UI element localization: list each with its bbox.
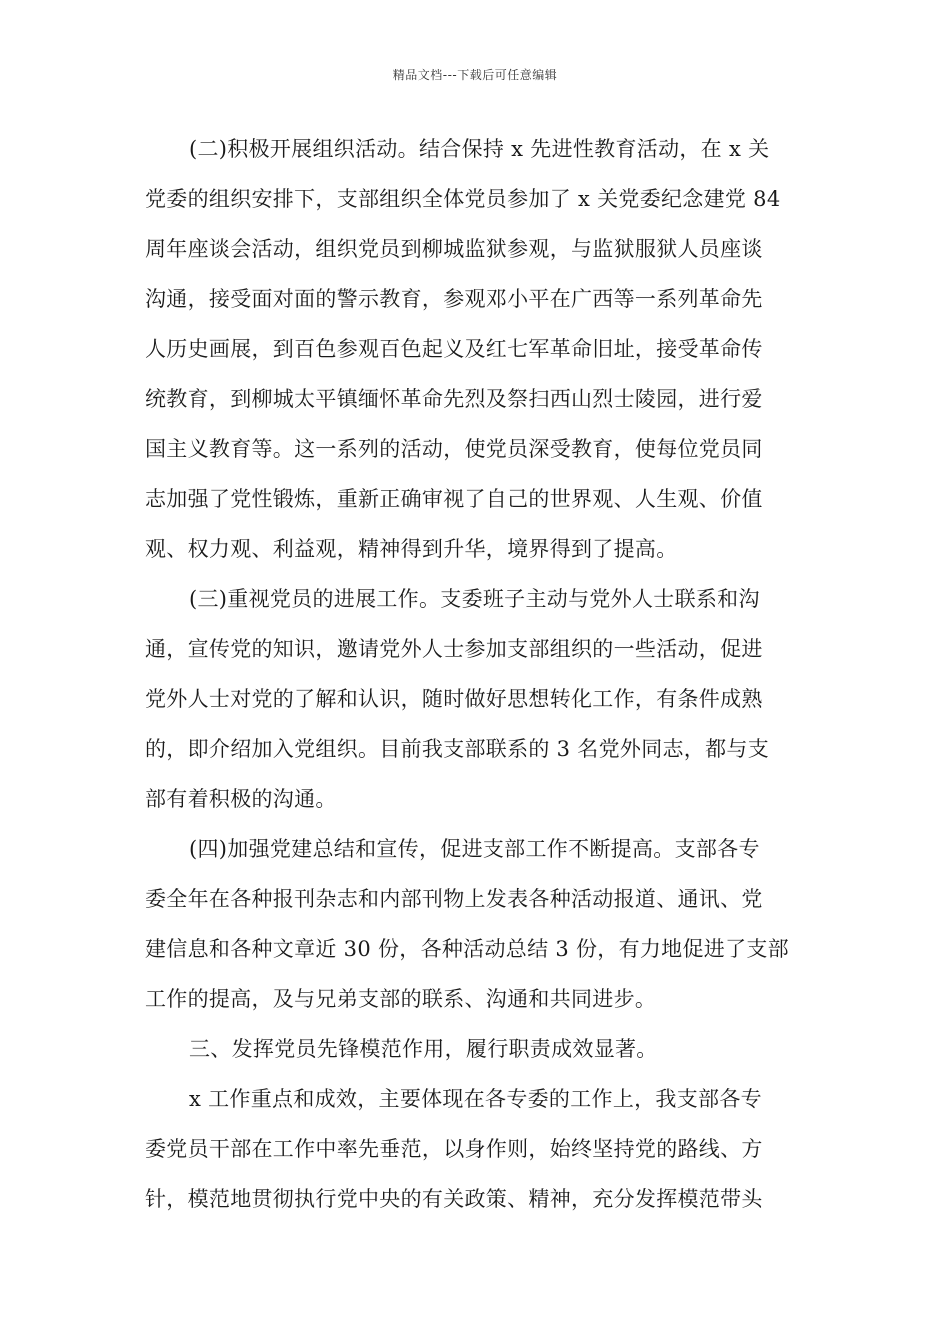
paragraph-line: 统教育，到柳城太平镇缅怀革命先烈及祭扫西山烈士陵园，进行爱	[145, 387, 763, 411]
paragraph-line: 针，模范地贯彻执行党中央的有关政策、精神，充分发挥模范带头	[145, 1187, 763, 1211]
paragraph-line: 建信息和各种文章近 30 份，各种活动总结 3 份，有力地促进了支部	[145, 937, 789, 961]
paragraph-line: 委全年在各种报刊杂志和内部刊物上发表各种活动报道、通讯、党	[145, 887, 763, 911]
paragraph-line: 委党员干部在工作中率先垂范，以身作则，始终坚持党的路线、方	[145, 1137, 763, 1161]
paragraph-line: 周年座谈会活动，组织党员到柳城监狱参观，与监狱服狱人员座谈	[145, 237, 763, 261]
paragraph-line: 观、权力观、利益观，精神得到升华，境界得到了提高。	[145, 537, 678, 561]
paragraph-line: 国主义教育等。这一系列的活动，使党员深受教育，使每位党员同	[145, 437, 763, 461]
paragraph-line: x 工作重点和成效，主要体现在各专委的工作上，我支部各专	[189, 1087, 762, 1111]
paragraph-line: 工作的提高，及与兄弟支部的联系、沟通和共同进步。	[145, 987, 657, 1011]
section-heading: 三、发挥党员先锋模范作用，履行职责成效显著。	[189, 1037, 658, 1061]
paragraph-line: 沟通，接受面对面的警示教育，参观邓小平在广西等一系列革命先	[145, 287, 763, 311]
paragraph-line: 部有着积极的沟通。	[145, 787, 337, 811]
paragraph-line: 党委的组织安排下，支部组织全体党员参加了 x 关党委纪念建党 84	[145, 187, 781, 211]
paragraph-line: 人历史画展，到百色参观百色起义及红七军革命旧址，接受革命传	[145, 337, 763, 361]
document-body	[145, 124, 810, 1224]
paragraph-line: (四)加强党建总结和宣传，促进支部工作不断提高。支部各专	[189, 837, 760, 861]
paragraph-line: 的，即介绍加入党组织。目前我支部联系的 3 名党外同志，都与支	[145, 737, 770, 761]
paragraph-line: (三)重视党员的进展工作。支委班子主动与党外人士联系和沟	[189, 587, 760, 611]
paragraph-line: 志加强了党性锻炼，重新正确审视了自己的世界观、人生观、价值	[145, 487, 763, 511]
paragraph-line: 通，宣传党的知识，邀请党外人士参加支部组织的一些活动，促进	[145, 637, 763, 661]
page-header: 精品文档---下载后可任意编辑	[392, 68, 558, 82]
paragraph-line: (二)积极开展组织活动。结合保持 x 先进性教育活动，在 x 关	[189, 137, 770, 161]
paragraph-line: 党外人士对党的了解和认识，随时做好思想转化工作，有条件成熟	[145, 687, 763, 711]
